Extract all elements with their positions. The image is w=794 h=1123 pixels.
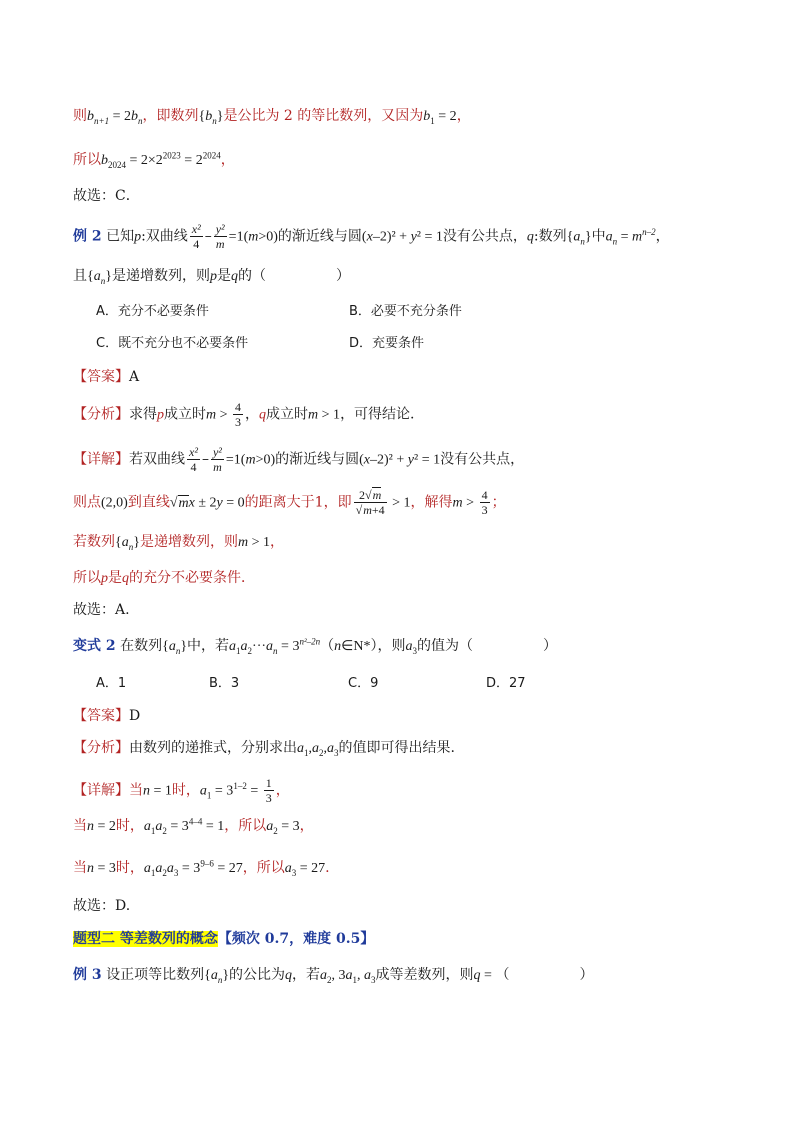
option-d: D．27 (486, 676, 526, 691)
option-d: D．充要条件 (349, 336, 425, 351)
section-heading: 题型二 等差数列的概念【频次 0.7，难度 0.5】 (73, 931, 375, 947)
answer-line: 【答案】A (73, 369, 140, 385)
option-a: A．充分不必要条件 (96, 304, 209, 319)
example-2-statement: 例 2 已知p:双曲线 $\frac{\text{x²}}{4}$ – $\frac{\text{y²}}{m}$ =1(m>0)的渐近线与圆(x–2)² + y² = 1没有公共点，q:数列$\{a_n\}$中$a_n = m^{n-2}$， (73, 222, 670, 251)
text-line: 所以p是q的充分不必要条件． (73, 570, 255, 586)
text-line: 当n = 2时，$a_1a_2 = 3^{4-4} = 1$，所以$a_2 = 3$， (73, 816, 314, 836)
text-line: 则点(2,0)到直线√mx ± 2y = 0的距离大于1，即 $\frac{2√m}{√m+4}$ > 1，解得m > $\frac{4}{3}$ ； (73, 488, 506, 517)
text-line: 故选：A. (73, 602, 130, 618)
text-line: 则$b_{n+1} = 2b_n$，即数列$\{b_n\}$是公比为 2 的等比数列，又因为$b_1 = 2$， (73, 108, 471, 126)
text-line: 若数列$\{a_n\}$是递增数列，则m > 1， (73, 534, 284, 552)
detail-line: 【详解】当n = 1时，$a_1 = 3^{1-2}$ = $\frac{1}{3}$ ， (73, 776, 290, 805)
text-line: 且$\{a_n\}$是递增数列，则p是q的（ ） (73, 268, 350, 286)
variant-2-statement: 变式 2 在数列$\{a_n\}$中，若$a_1a_2\cdot\cdot\cdot a_n$ = $3^{n^2-2n}(n\in N*)$，则$a_3$的值为（ ） (73, 636, 557, 656)
option-a: A．1 (96, 676, 127, 691)
analysis-line: 【分析】求得p成立时m > $\frac{4}{3}$ ，q成立时m > 1，可得结论. (73, 400, 415, 429)
answer-line: 【答案】D (73, 708, 141, 724)
example-3-statement: 例 3 设正项等比数列$\{a_n\}$的公比为q，若$a_2$, $3a_1$, $a_3$成等差数列，则q = （ ） (73, 967, 594, 985)
option-b: B．3 (209, 676, 240, 691)
text-line: 所以$b_{2024} = 2\times 2^{2023} = 2^{2024}$， (73, 150, 235, 170)
detail-line: 【详解】若双曲线 $\frac{\text{x²}}{4}$ – $\frac{\text{y²}}{m}$ =1(m>0)的渐近线与圆(x–2)² + y² = 1没有公共点， (73, 445, 525, 474)
analysis-line: 【分析】由数列的递推式，分别求出$a_1,a_2,a_3$的值即可得出结果. (73, 740, 455, 758)
option-b: B．必要不充分条件 (349, 304, 462, 319)
option-c: C．9 (348, 676, 379, 691)
option-c: C．既不充分也不必要条件 (96, 336, 249, 351)
text-line: 当n = 3时，$a_1a_2a_3 = 3^{9-6} = 27$，所以$a_3 = 27$. (73, 858, 330, 878)
text-line: 故选：D. (73, 898, 131, 914)
text-line: 故选：C． (73, 188, 140, 204)
